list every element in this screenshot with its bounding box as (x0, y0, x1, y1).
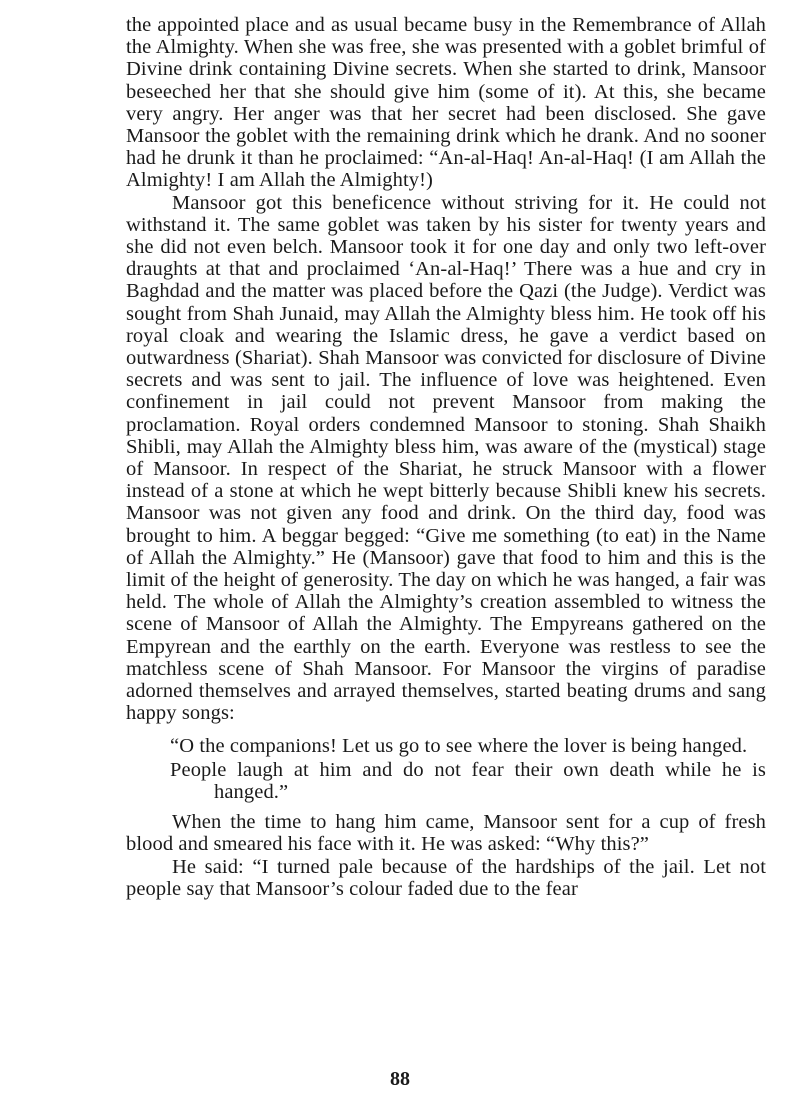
verse-line-2: People laugh at him and do not fear their own death while he is hanged.” (170, 758, 766, 803)
book-page-body (126, 14, 766, 900)
paragraph-3: When the time to hang him came, Mansoor sent for a cup of fresh blood and smeared his face with it. He was asked: “Why this?” (126, 811, 766, 856)
paragraph-4: He said: “I turned pale because of the hardships of the jail. Let not people say that Mansoor’s colour faded due to the fear (126, 855, 766, 900)
paragraph-1: the appointed place and as usual became busy in the Remembrance of Allah the Almighty. When she was free, she was presented with a goblet brimful of Divine drink containing Divine secrets. When she started to drink, Mansoor beseeched her that she should give him (some of it). At this, she became very angry. Her anger was that her secret had been disclosed. She gave Mansoor the goblet with the remaining drink which he drank. And no sooner had he drunk it than he proclaimed: “An-al-Haq! An-al-Haq! (I am Allah the Almighty! I am Allah the Almighty!) (126, 14, 766, 192)
page-number: 88 (390, 1068, 410, 1090)
verse-line-1: “O the companions! Let us go to see where the lover is being hanged. (170, 734, 748, 757)
song-verse (170, 735, 766, 804)
paragraph-2: Mansoor got this beneficence without striving for it. He could not withstand it. The same goblet was taken by his sister for twenty years and she did not even belch. Mansoor took it for one day and only two left-over draughts at that and proclaimed ‘An-al-Haq!’ There was a hue and cry in Baghdad and the matter was placed before the Qazi (the Judge). Verdict was sought from Shah Junaid, may Allah the Almighty bless him. He took off his royal cloak and wearing the Islamic dress, he gave a verdict based on outwardness (Shariat). Shah Mansoor was convicted for disclosure of Divine secrets and was sent to jail. The influence of love was heightened. Even confinement in jail could not prevent Mansoor from making the proclamation. Royal orders condemned Mansoor to stoning. Shah Shaikh Shibli, may Allah the Almighty bless him, was aware of the (mystical) stage of Mansoor. In respect of the Shariat, he struck Mansoor with a flower instead of a stone at which he wept bitterly because Shibli knew his secrets. Mansoor was not given any food and drink. On the third day, food was brought to him. A beggar begged: “Give me something (to eat) in the Name of Allah the Almighty.” He (Mansoor) gave that food to him and this is the limit of the height of generosity. The day on which he was hanged, a fair was held. The whole of Allah the Almighty’s creation assembled to witness the scene of Mansoor of Allah the Almighty. The Empyreans gathered on the Empyrean and the earthly on the earth. Everyone was restless to see the matchless scene of Shah Mansoor. For Mansoor the virgins of paradise adorned themselves and arrayed themselves, started beating drums and sang happy songs: (126, 191, 766, 725)
